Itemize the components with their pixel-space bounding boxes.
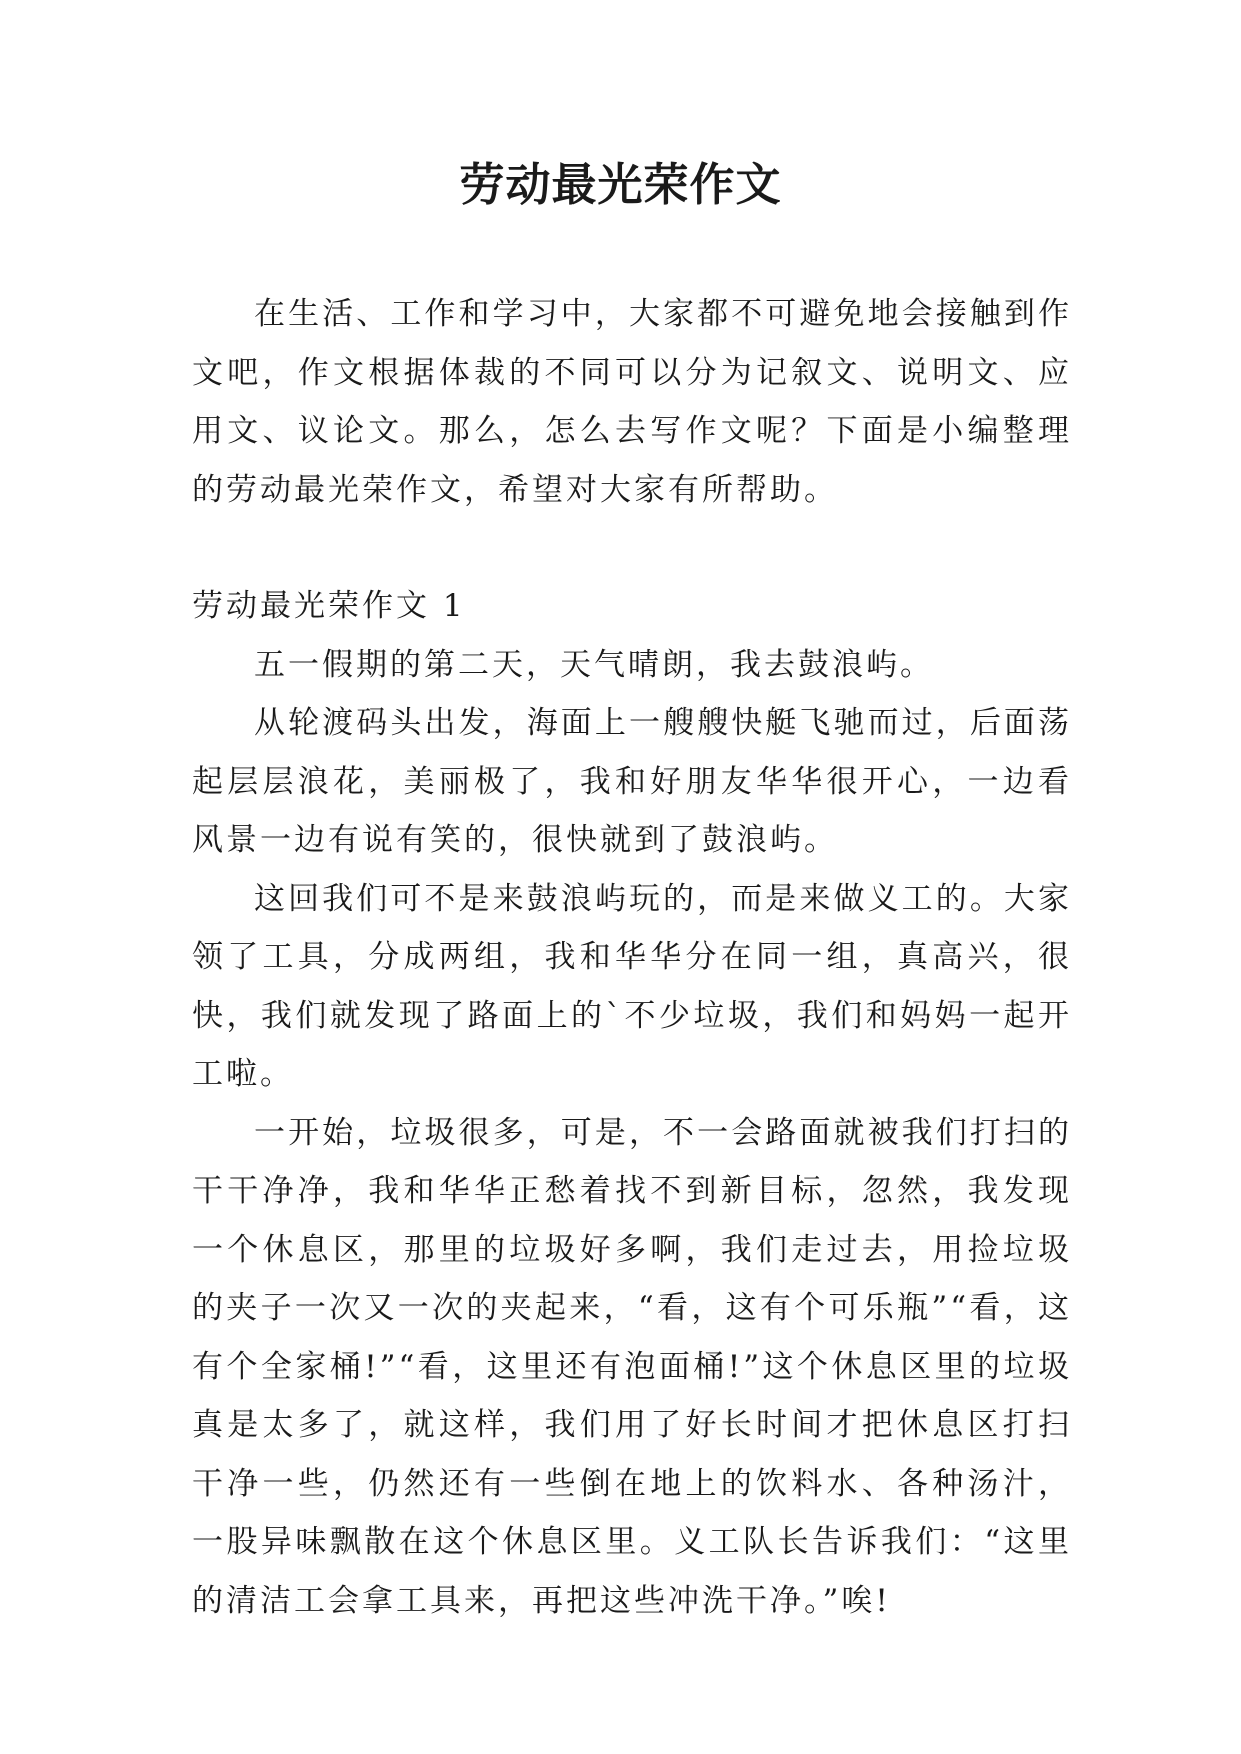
body-paragraph: 这回我们可不是来鼓浪屿玩的，而是来做义工的。大家领了工具，分成两组，我和华华分在同一组，真高兴，很快，我们就发现了路面上的`不少垃圾，我们和妈妈一起开工啦。 xyxy=(192,880,1072,1092)
intro-paragraph: 在生活、工作和学习中，大家都不可避免地会接触到作文吧，作文根据体裁的不同可以分为记叙文、说明文、应用文、议论文。那么，怎么去写作文呢？下面是小编整理的劳动最光荣作文，希望对大家有所帮助。 xyxy=(192,296,1072,508)
document-body xyxy=(192,285,1072,1630)
body-paragraph: 从轮渡码头出发，海面上一艘艘快艇飞驰而过，后面荡起层层浪花，美丽极了，我和好朋友华华很开心，一边看风景一边有说有笑的，很快就到了鼓浪屿。 xyxy=(192,705,1072,858)
section-heading: 劳动最光荣作文 1 xyxy=(192,588,466,624)
section-spacer xyxy=(192,519,1072,577)
body-paragraph: 一开始，垃圾很多，可是，不一会路面就被我们打扫的干干净净，我和华华正愁着找不到新目标，忽然，我发现一个休息区，那里的垃圾好多啊，我们走过去，用捡垃圾的夹子一次又一次的夹起来，“看，这有个可乐瓶”“看，这有个全家桶!”“看，这里还有泡面桶!”这个休息区里的垃圾真是太多了，就这样，我们用了好长时间才把休息区打扫干净一些，仍然还有一些倒在地上的饮料水、各种汤汁，一股异味飘散在这个休息区里。义工队长告诉我们：“这里的清洁工会拿工具来，再把这些冲洗干净。”唉! xyxy=(192,1114,1072,1619)
document-title: 劳动最光荣作文 xyxy=(459,158,782,211)
body-paragraph: 五一假期的第二天，天气晴朗，我去鼓浪屿。 xyxy=(254,646,934,683)
